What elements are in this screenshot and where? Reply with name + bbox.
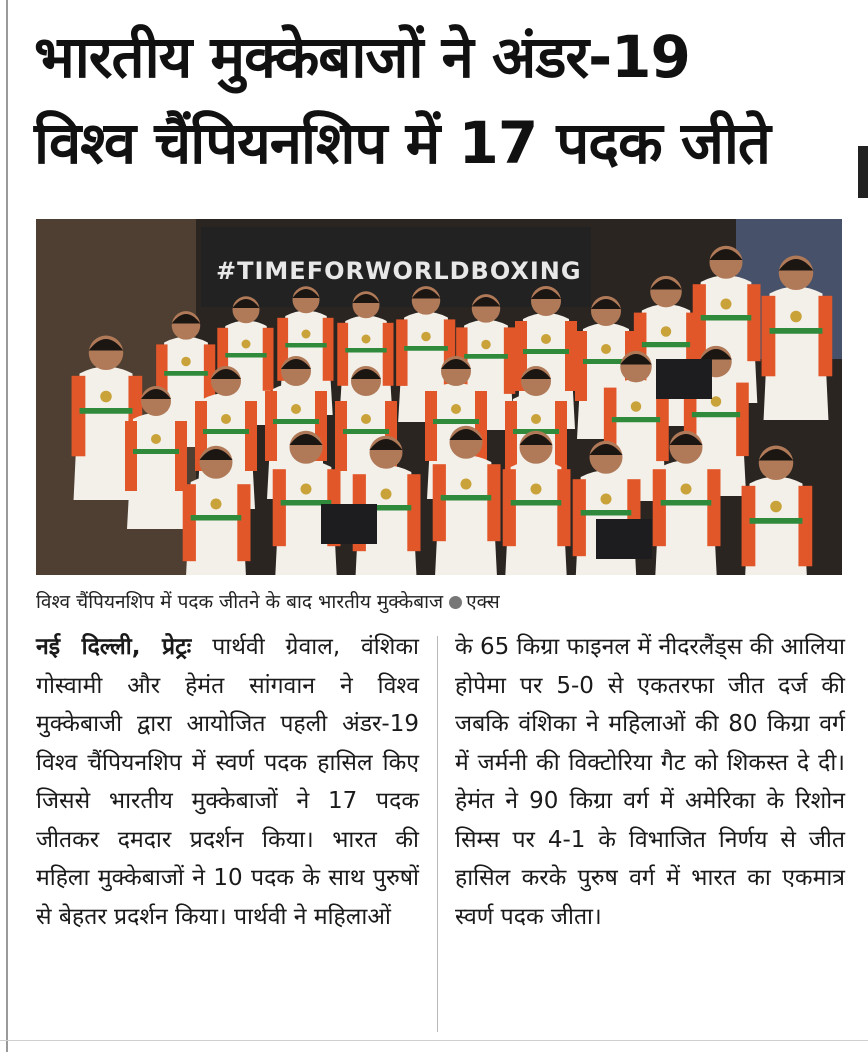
certificate-folder (321, 504, 377, 544)
credit-dot-icon (449, 596, 462, 609)
column-divider (437, 636, 438, 1032)
certificate-folder (656, 359, 712, 399)
caption-text: विश्व चैंपियनशिप में पदक जीतने के बाद भारतीय मुक्केबाज (36, 591, 444, 613)
page-left-rule (6, 0, 8, 1052)
article-column-left (36, 628, 419, 936)
news-photo (36, 219, 842, 575)
banner-text: #TIMEFORWORLDBOXING (216, 257, 582, 285)
headline-line-2: विश्व चैंपियनशिप में 17 पदक जीते (34, 109, 770, 177)
caption-credit: एक्स (466, 591, 500, 613)
photo-caption (36, 588, 842, 616)
boxers-group-photo-illustration (36, 219, 842, 575)
article-right-body: के 65 किग्रा फाइनल में नीदरलैंड्स की आलिया होपेमा पर 5-0 से एकतरफा जीत दर्ज की जबकि वंशिका ने महिलाओं की 80 किग्रा वर्ग में जर्मनी की विक्टोरिया गैट को शिकस्त दे दी। हेमंत ने 90 किग्रा वर्ग में अमेरिका के रिशोन सिम्स पर 4-1 के विभाजित निर्णय से जीत हासिल करके पुरुष वर्ग में भारत का एकमात्र स्वर्ण पदक जीता। (455, 634, 845, 930)
page-bottom-rule (0, 1040, 868, 1041)
article-column-right (455, 628, 845, 936)
certificate-folder (596, 519, 652, 559)
headline-line-1: भारतीय मुक्केबाजों ने अंडर-19 (34, 23, 690, 91)
headline (34, 14, 844, 186)
article-left-body: पार्थवी ग्रेवाल, वंशिका गोस्वामी और हेमंत सांगवान ने विश्व मुक्केबाजी द्वारा आयोजित पहली अंडर-19 विश्व चैंपियनशिप में स्वर्ण पदक हासिल किए जिससे भारतीय मुक्केबाजों ने 17 पदक जीतकर दमदार प्रदर्शन किया। भारत की महिला मुक्केबाजों ने 10 पदक के साथ पुरुषों से बेहतर प्रदर्शन किया। पार्थवी ने महिलाओं (36, 634, 419, 930)
article-dateline: नई दिल्ली, प्रेट्रः (36, 634, 192, 660)
edge-marker (858, 146, 868, 198)
